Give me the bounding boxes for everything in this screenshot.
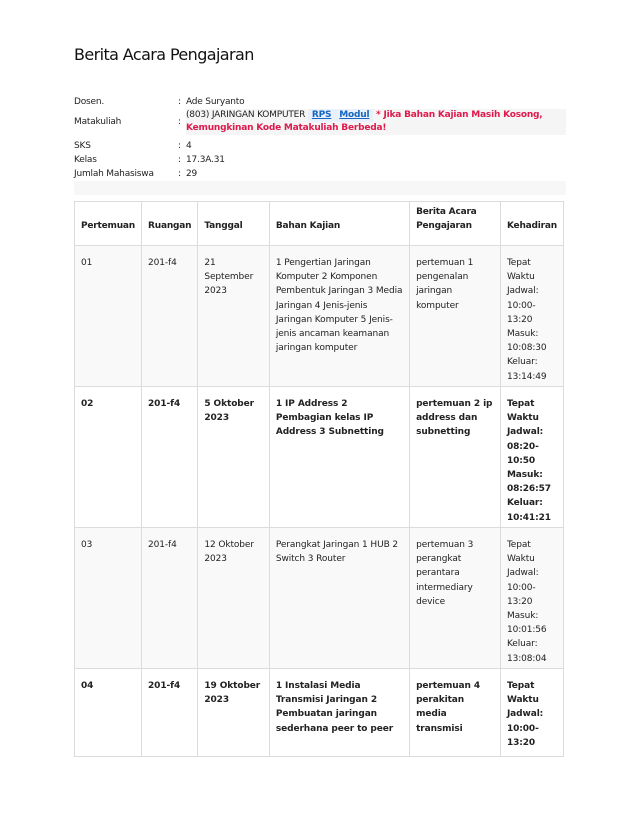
modul-link[interactable]: Modul (335, 109, 373, 122)
table-row (75, 669, 564, 757)
jumlah-row (74, 167, 566, 181)
cell-berita-acara: pertemuan 4 perakitan media transmisi (410, 669, 501, 757)
cell-berita-acara: pertemuan 2 ip address dan subnetting (410, 387, 501, 528)
cell-ruangan: 201-f4 (142, 528, 198, 669)
dosen-row (74, 95, 566, 109)
info-bottom-band (74, 181, 566, 195)
header-tanggal: Tanggal (198, 202, 269, 246)
matakuliah-name: (803) JARINGAN KOMPUTER (186, 110, 306, 120)
cell-tanggal: 21 September 2023 (198, 246, 269, 387)
table-row (75, 387, 564, 528)
jumlah-value: 29 (186, 169, 198, 179)
kelas-row (74, 153, 566, 167)
separator: : (178, 117, 182, 127)
cell-kehadiran: Tepat Waktu Jadwal: 10:00-13:20 Masuk: 10:08:30 Keluar: 13:14:49 (500, 246, 563, 387)
cell-bahan-kajian: Perangkat Jaringan 1 HUB 2 Switch 3 Router (269, 528, 409, 669)
cell-pertemuan: 03 (75, 528, 142, 669)
cell-pertemuan: 02 (75, 387, 142, 528)
cell-kehadiran: Tepat Waktu Jadwal: 10:00-13:20 Masuk: 10:01:56 Keluar: 13:08:04 (500, 528, 563, 669)
matakuliah-value (186, 109, 566, 135)
course-info (74, 95, 566, 195)
cell-ruangan: 201-f4 (142, 387, 198, 528)
header-berita-acara: Berita Acara Pengajaran (410, 202, 501, 246)
cell-tanggal: 12 Oktober 2023 (198, 528, 269, 669)
cell-kehadiran: Tepat Waktu Jadwal: 10:00-13:20 (500, 669, 563, 757)
cell-pertemuan: 01 (75, 246, 142, 387)
sks-row (74, 139, 566, 153)
separator: : (178, 169, 182, 179)
header-pertemuan: Pertemuan (75, 202, 142, 246)
dosen-label: Dosen. (74, 97, 105, 107)
header-ruangan: Ruangan (142, 202, 198, 246)
jumlah-label: Jumlah Mahasiswa (74, 169, 154, 179)
table-row (75, 528, 564, 669)
cell-bahan-kajian: 1 Instalasi Media Transmisi Jaringan 2 Pembuatan jaringan sederhana peer to peer (269, 669, 409, 757)
matakuliah-label: Matakuliah (74, 117, 122, 127)
warning-text: * Jika Bahan Kajian Masih Kosong, Kemungkinan Kode Matakuliah Berbeda! (186, 110, 543, 133)
kelas-value: 17.3A.31 (186, 155, 225, 165)
cell-ruangan: 201-f4 (142, 669, 198, 757)
separator: : (178, 141, 182, 151)
cell-bahan-kajian: 1 IP Address 2 Pembagian kelas IP Address 3 Subnetting (269, 387, 409, 528)
header-kehadiran: Kehadiran (500, 202, 563, 246)
teaching-record-table (74, 201, 564, 757)
page-title: Berita Acara Pengajaran (74, 45, 254, 64)
table-header-row (75, 202, 564, 246)
rps-link[interactable]: RPS (308, 109, 335, 122)
cell-berita-acara: pertemuan 1 pengenalan jaringan komputer (410, 246, 501, 387)
cell-kehadiran: Tepat Waktu Jadwal: 08:20-10:50 Masuk: 08:26:57 Keluar: 10:41:21 (500, 387, 563, 528)
cell-bahan-kajian: 1 Pengertian Jaringan Komputer 2 Komponen Pembentuk Jaringan 3 Media Jaringan 4 Jenis-jenis Jaringan Komputer 5 Jenis-jenis ancaman keamanan jaringan komputer (269, 246, 409, 387)
cell-tanggal: 5 Oktober 2023 (198, 387, 269, 528)
dosen-value: Ade Suryanto (186, 97, 245, 107)
cell-berita-acara: pertemuan 3 perangkat perantara intermediary device (410, 528, 501, 669)
sks-value: 4 (186, 141, 192, 151)
separator: : (178, 155, 182, 165)
table-row (75, 246, 564, 387)
cell-ruangan: 201-f4 (142, 246, 198, 387)
header-bahan-kajian: Bahan Kajian (269, 202, 409, 246)
sks-label: SKS (74, 141, 91, 151)
matakuliah-row (74, 109, 566, 139)
kelas-label: Kelas (74, 155, 97, 165)
cell-tanggal: 19 Oktober 2023 (198, 669, 269, 757)
cell-pertemuan: 04 (75, 669, 142, 757)
separator: : (178, 97, 182, 107)
